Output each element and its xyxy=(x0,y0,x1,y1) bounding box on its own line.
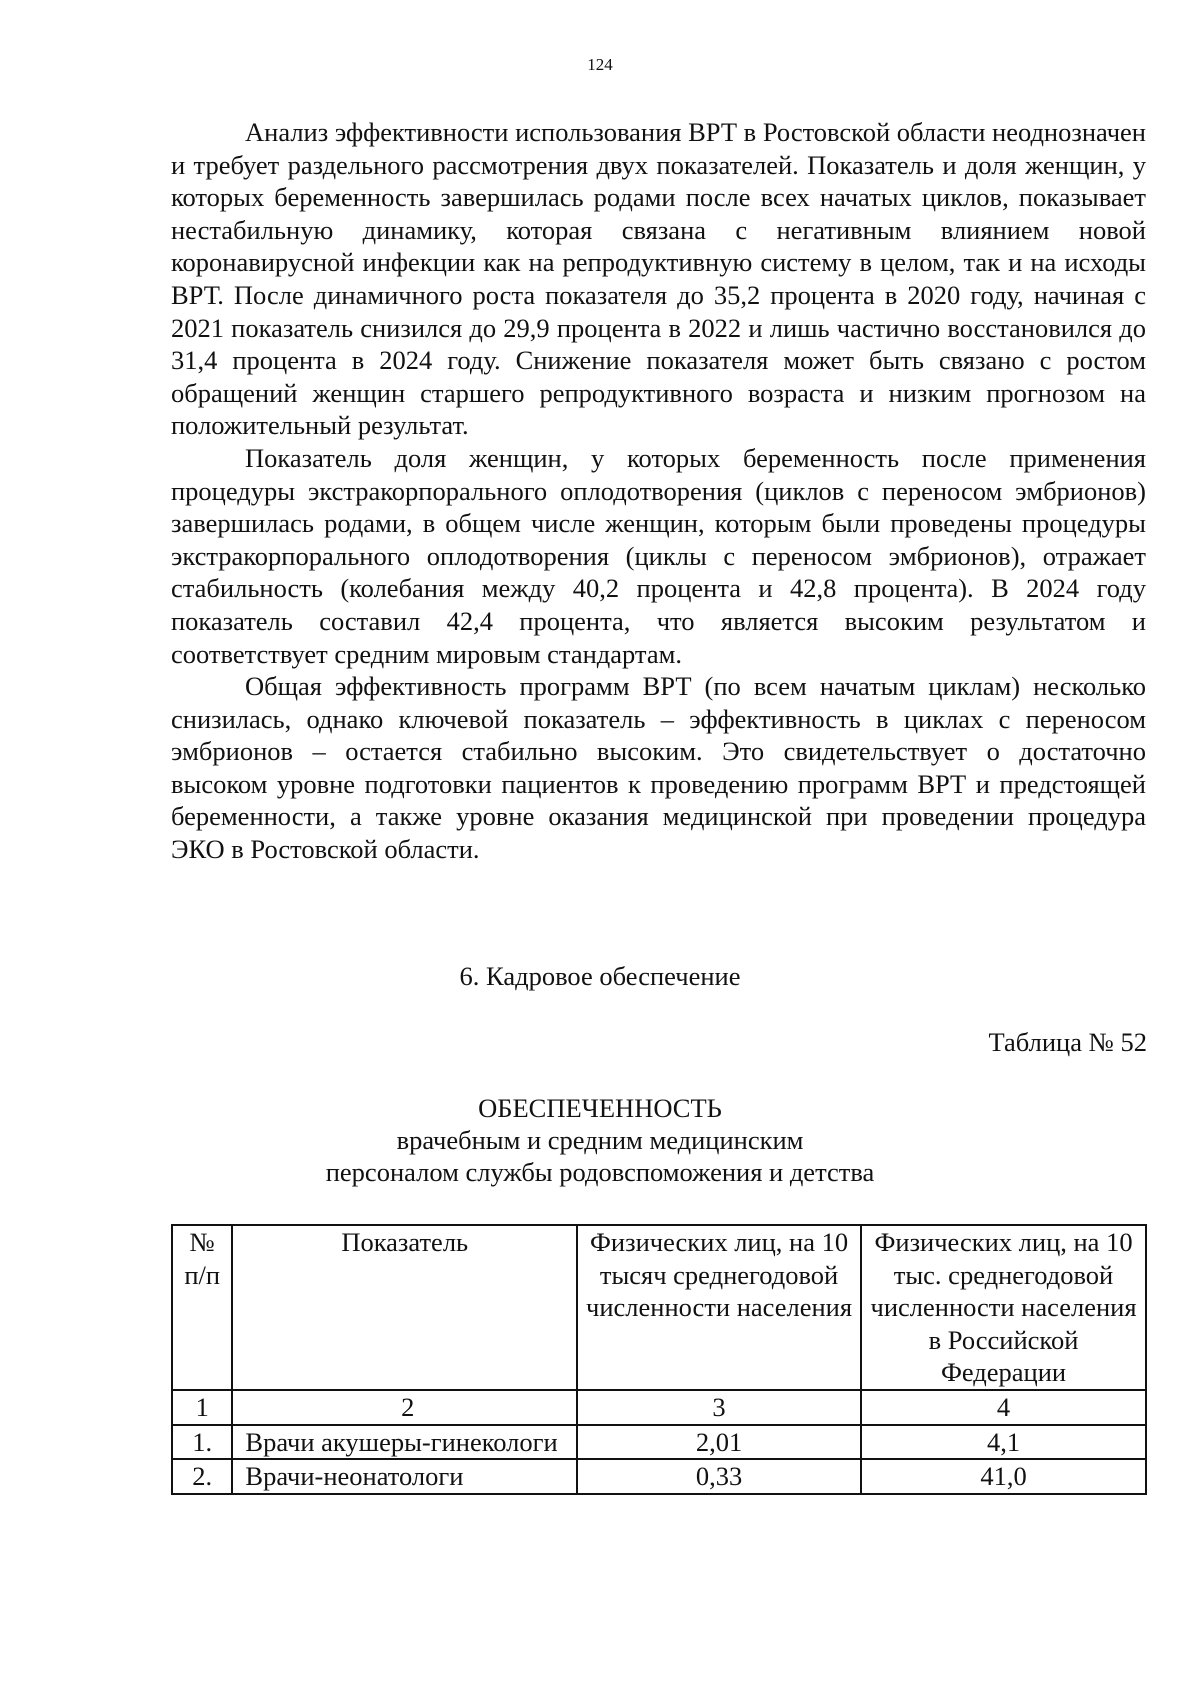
row-region-rate: 2,01 xyxy=(577,1425,861,1460)
header-number: № п/п xyxy=(172,1225,232,1390)
row-russia-rate: 4,1 xyxy=(861,1425,1146,1460)
paragraph-overall-efficiency: Общая эффективность программ ВРТ (по всем начатым циклам) несколько снизилась, однако ключевой показатель – эффективность в циклах с переносом эмбрионов – остается стабильно высоким. Это свидетельствует о достаточно высоком уровне подготовки пациентов к проведению программ ВРТ и предстоящей беременности, а также уровне оказания медицинской при проведении процедура ЭКО в Ростовской области. xyxy=(171,671,1146,865)
table-title-line-2: врачебным и средним медицинским xyxy=(396,1125,804,1155)
row-number: 1. xyxy=(172,1425,232,1460)
body-text xyxy=(171,116,1146,866)
table-title-line-3: персоналом службы родовспоможения и детства xyxy=(325,1157,875,1187)
header-region-rate: Физических лиц, на 10 тысяч среднегодовой численности населения xyxy=(577,1225,861,1390)
row-indicator: Врачи акушеры-гинекологи xyxy=(232,1425,577,1460)
table-index-row xyxy=(172,1390,1146,1425)
row-russia-rate: 41,0 xyxy=(861,1459,1146,1494)
column-index: 1 xyxy=(172,1390,232,1425)
column-index: 2 xyxy=(232,1390,577,1425)
column-index: 3 xyxy=(577,1390,861,1425)
page-number: 124 xyxy=(587,55,613,74)
row-indicator: Врачи-неонатологи xyxy=(232,1459,577,1494)
table-row xyxy=(172,1425,1146,1460)
section-heading: 6. Кадровое обеспечение xyxy=(459,961,741,991)
table-label: Таблица № 52 xyxy=(988,1027,1147,1057)
staffing-table xyxy=(171,1224,1147,1495)
table-title-line-1: ОБЕСПЕЧЕННОСТЬ xyxy=(478,1093,722,1123)
table-header-row xyxy=(172,1225,1146,1390)
row-number: 2. xyxy=(172,1459,232,1494)
column-index: 4 xyxy=(861,1390,1146,1425)
paragraph-art-analysis: Анализ эффективности использования ВРТ в Ростовской области неоднозначен и требует раздельного рассмотрения двух показателей. Показатель и доля женщин, у которых беременность завершилась родами после всех начатых циклов, показывает нестабильную динамику, которая связана с негативным влиянием новой коронавирусной инфекции как на репродуктивную систему в целом, так и на исходы ВРТ. После динамичного роста показателя до 35,2 процента в 2020 году, начиная с 2021 показатель снизился до 29,9 процента в 2022 и лишь частично восстановился до 31,4 процента в 2024 году. Снижение показателя может быть связано с ростом обращений женщин старшего репродуктивного возраста и низким прогнозом на положительный результат. xyxy=(171,117,1146,441)
table-row xyxy=(172,1459,1146,1494)
table-title xyxy=(0,1092,1200,1188)
header-russia-rate: Физических лиц, на 10 тыс. среднегодовой численности населения в Российской Федерации xyxy=(861,1225,1146,1390)
row-region-rate: 0,33 xyxy=(577,1459,861,1494)
header-indicator: Показатель xyxy=(232,1225,577,1390)
paragraph-eco-pregnancy-rate: Показатель доля женщин, у которых беременность после применения процедуры экстракорпорального оплодотворения (циклов с переносом эмбрионов) завершилась родами, в общем числе женщин, которым были проведены процедуры экстракорпорального оплодотворения (циклы с переносом эмбрионов), отражает стабильность (колебания между 40,2 процента и 42,8 процента). В 2024 году показатель составил 42,4 процента, что является высоким результатом и соответствует средним мировым стандартам. xyxy=(171,442,1146,669)
